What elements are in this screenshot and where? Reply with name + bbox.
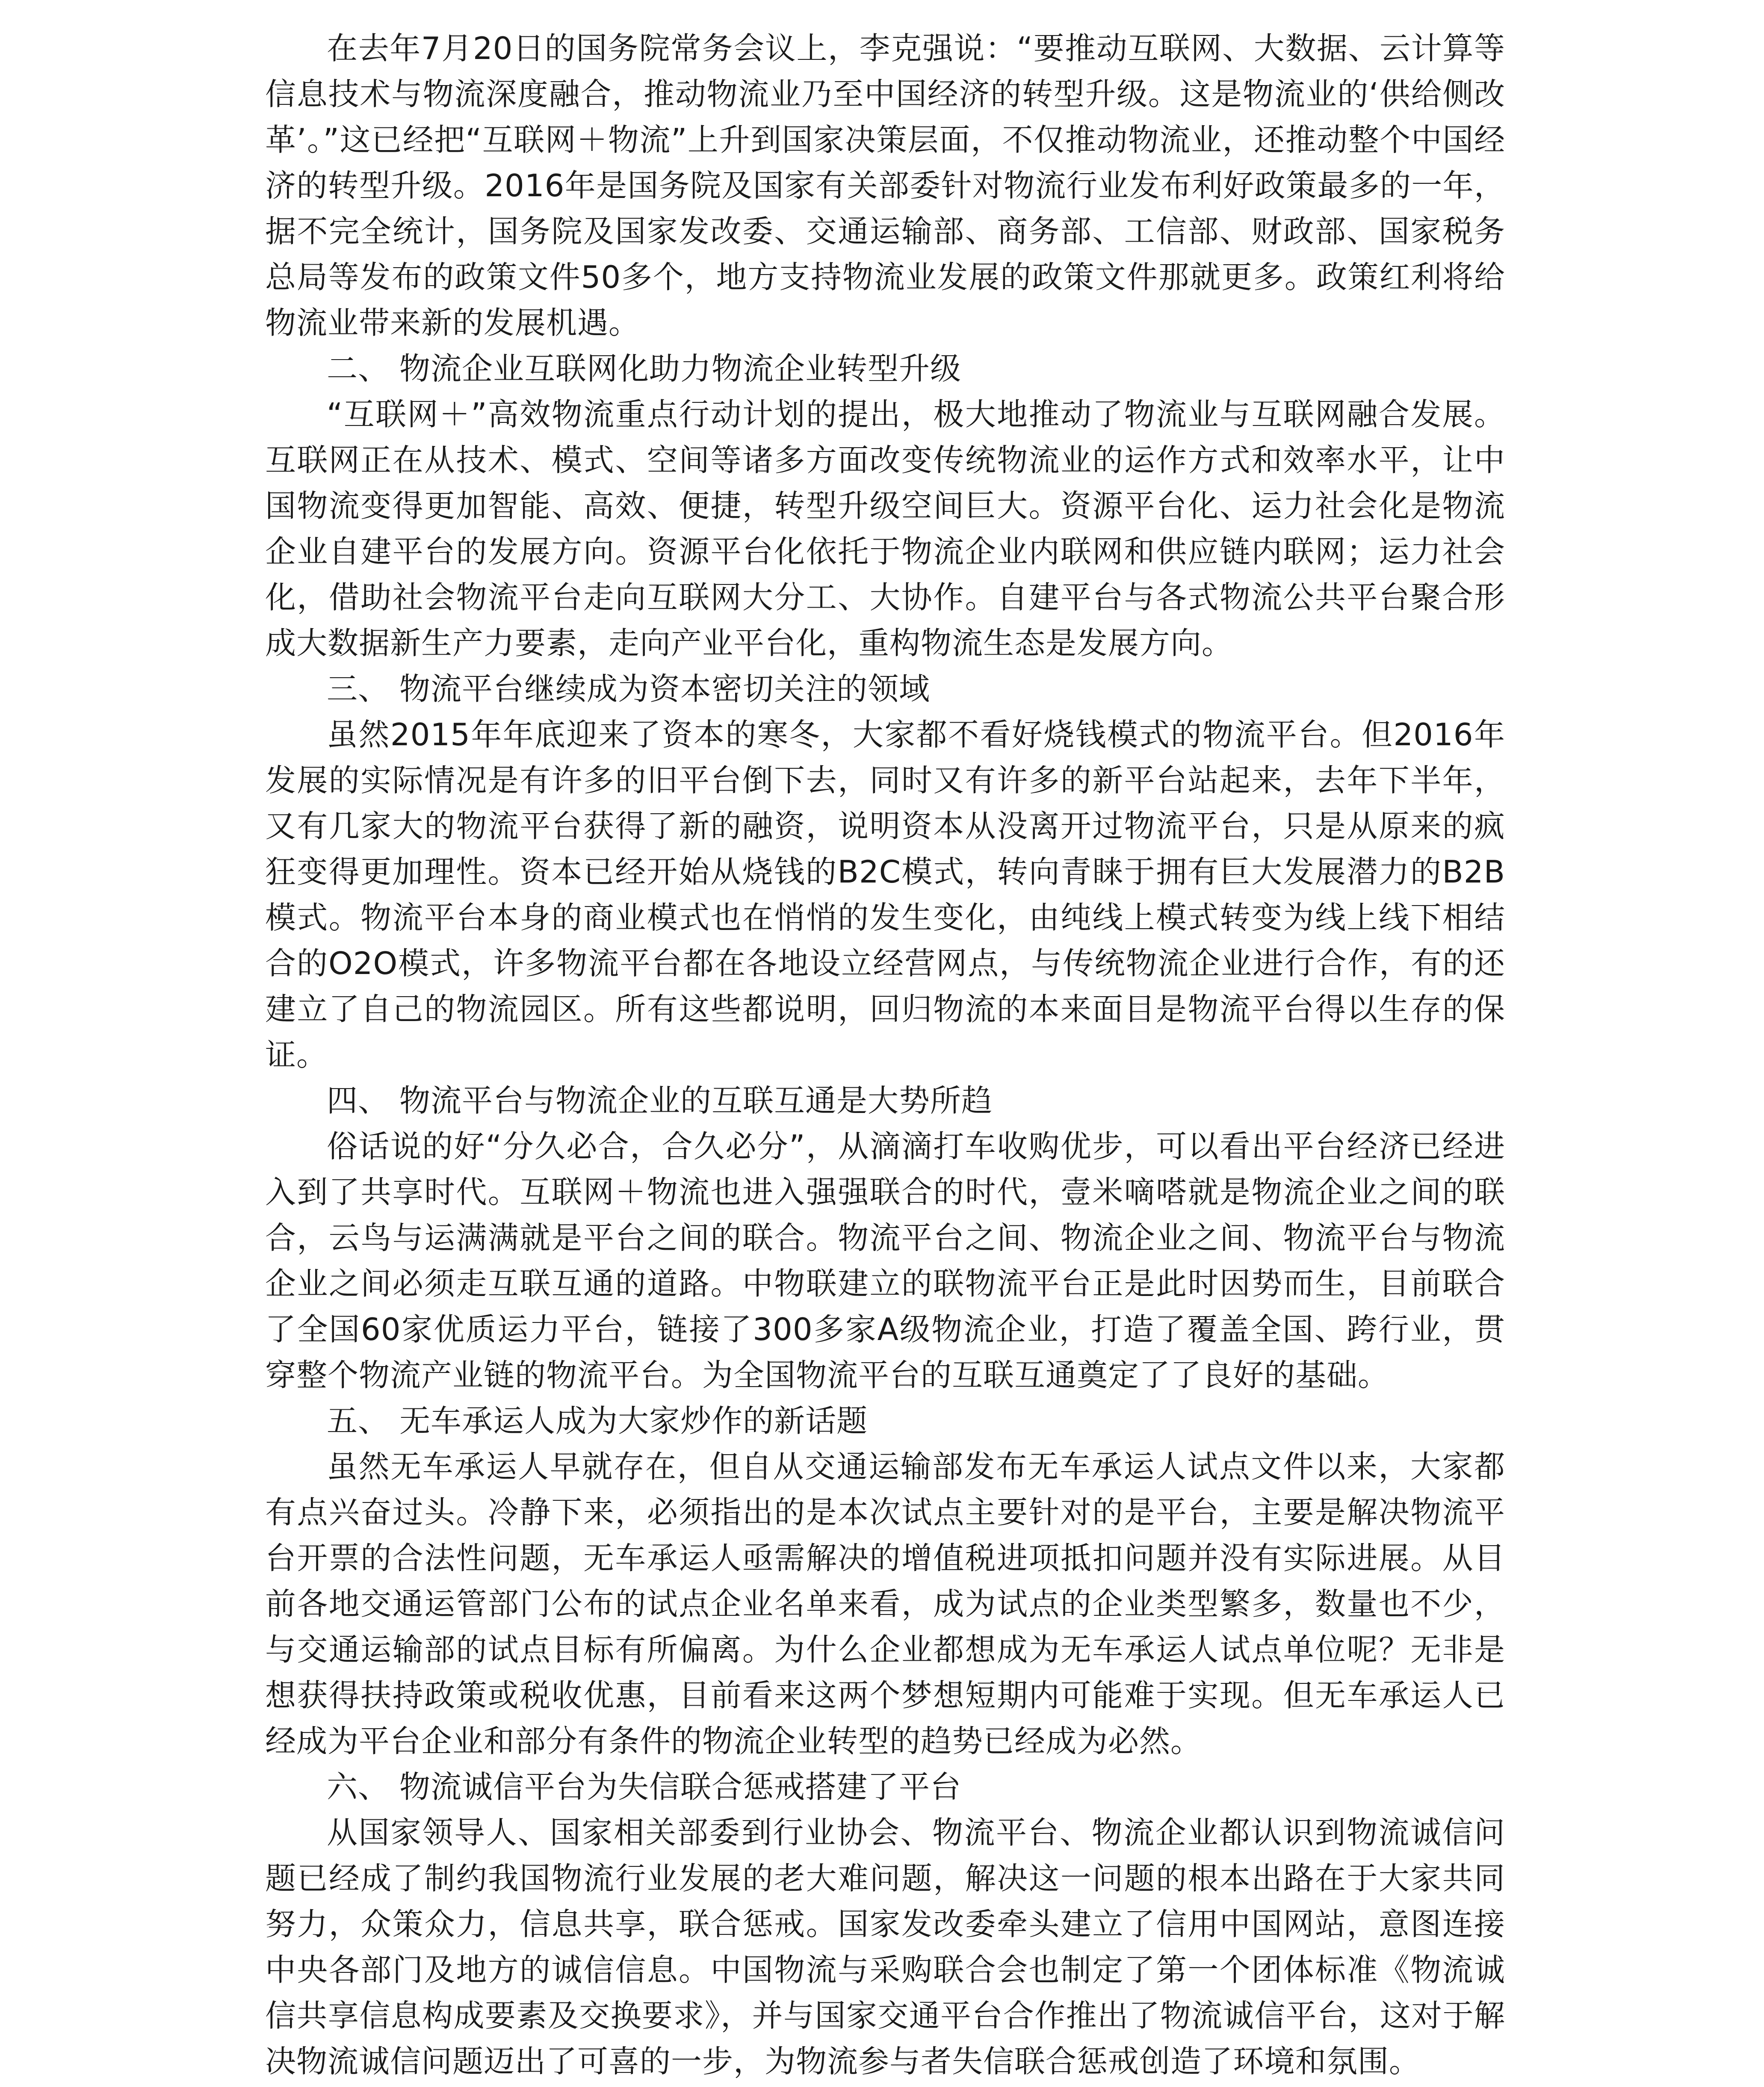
section-5 (265, 1398, 1505, 1764)
section-body: 虽然无车承运人早就存在，但自从交通运输部发布无车承运人试点文件以来，大家都有点兴奋过头。冷静下来，必须指出的是本次试点主要针对的是平台，主要是解决物流平台开票的合法性问题，无车承运人亟需解决的增值税进项抵扣问题并没有实际进展。从目前各地交通运管部门公布的试点企业名单来看，成为试点的企业类型繁多，数量也不少，与交通运输部的试点目标有所偏离。为什么企业都想成为无车承运人试点单位呢？无非是想获得扶持政策或税收优惠，目前看来这两个梦想短期内可能难于实现。但无车承运人已经成为平台企业和部分有条件的物流企业转型的趋势已经成为必然。 (265, 1449, 1505, 1759)
section-heading (265, 346, 1505, 392)
section-number: 四、 (327, 1083, 390, 1119)
section-2 (265, 346, 1505, 666)
section-title: 无车承运人成为大家炒作的新话题 (399, 1403, 868, 1439)
document-page (265, 26, 1505, 2084)
section-heading (265, 1398, 1505, 1444)
section-title: 物流企业互联网化助力物流企业转型升级 (399, 351, 962, 387)
section-number: 三、 (327, 671, 390, 707)
section-body: 俗话说的好“分久必合，合久必分”，从滴滴打车收购优步，可以看出平台经济已经进入到了共享时代。互联网＋物流也进入强强联合的时代，壹米嘀嗒就是物流企业之间的联合，云鸟与运满满就是平台之间的联合。物流平台之间、物流企业之间、物流平台与物流企业之间必须走互联互通的道路。中物联建立的联物流平台正是此时因势而生，目前联合了全国60家优质运力平台，链接了300多家A级物流企业，打造了覆盖全国、跨行业，贯穿整个物流产业链的物流平台。为全国物流平台的互联互通奠定了了良好的基础。 (265, 1128, 1505, 1393)
section-heading (265, 1078, 1505, 1124)
section-number: 六、 (327, 1769, 390, 1805)
section-heading (265, 1764, 1505, 1810)
section-heading (265, 666, 1505, 712)
section-title: 物流诚信平台为失信联合惩戒搭建了平台 (399, 1769, 962, 1805)
section-title: 物流平台继续成为资本密切关注的领域 (399, 671, 931, 707)
section-number: 五、 (327, 1403, 390, 1439)
intro-paragraph: 在去年7月20日的国务院常务会议上，李克强说：“要推动互联网、大数据、云计算等信息技术与物流深度融合，推动物流业乃至中国经济的转型升级。这是物流业的‘供给侧改革’。”这已经把“互联网＋物流”上升到国家决策层面，不仅推动物流业，还推动整个中国经济的转型升级。2016年是国务院及国家有关部委针对物流行业发布利好政策最多的一年，据不完全统计，国务院及国家发改委、交通运输部、商务部、工信部、财政部、国家税务总局等发布的政策文件50多个，地方支持物流业发展的政策文件那就更多。政策红利将给物流业带来新的发展机遇。 (265, 30, 1505, 341)
section-title: 物流平台与物流企业的互联互通是大势所趋 (399, 1083, 993, 1119)
section-body: 从国家领导人、国家相关部委到行业协会、物流平台、物流企业都认识到物流诚信问题已经成了制约我国物流行业发展的老大难问题，解决这一问题的根本出路在于大家共同努力，众策众力，信息共享，联合惩戒。国家发改委牵头建立了信用中国网站，意图连接中央各部门及地方的诚信信息。中国物流与采购联合会也制定了第一个团体标准《物流诚信共享信息构成要素及交换要求》，并与国家交通平台合作推出了物流诚信平台，这对于解决物流诚信问题迈出了可喜的一步，为物流参与者失信联合惩戒创造了环境和氛围。 (265, 1815, 1505, 2079)
section-4 (265, 1078, 1505, 1398)
section-body: “互联网＋”高效物流重点行动计划的提出，极大地推动了物流业与互联网融合发展。互联网正在从技术、模式、空间等诸多方面改变传统物流业的运作方式和效率水平，让中国物流变得更加智能、高效、便捷，转型升级空间巨大。资源平台化、运力社会化是物流企业自建平台的发展方向。资源平台化依托于物流企业内联网和供应链内联网；运力社会化，借助社会物流平台走向互联网大分工、大协作。自建平台与各式物流公共平台聚合形成大数据新生产力要素，走向产业平台化，重构物流生态是发展方向。 (265, 396, 1505, 661)
section-3 (265, 666, 1505, 1078)
section-number: 二、 (327, 351, 390, 387)
section-body: 虽然2015年年底迎来了资本的寒冬，大家都不看好烧钱模式的物流平台。但2016年发展的实际情况是有许多的旧平台倒下去，同时又有许多的新平台站起来，去年下半年，又有几家大的物流平台获得了新的融资，说明资本从没离开过物流平台，只是从原来的疯狂变得更加理性。资本已经开始从烧钱的B2C模式，转向青睐于拥有巨大发展潜力的B2B模式。物流平台本身的商业模式也在悄悄的发生变化，由纯线上模式转变为线上线下相结合的O2O模式，许多物流平台都在各地设立经营网点，与传统物流企业进行合作，有的还建立了自己的物流园区。所有这些都说明，回归物流的本来面目是物流平台得以生存的保证。 (265, 717, 1505, 1073)
section-6 (265, 1764, 1505, 2084)
